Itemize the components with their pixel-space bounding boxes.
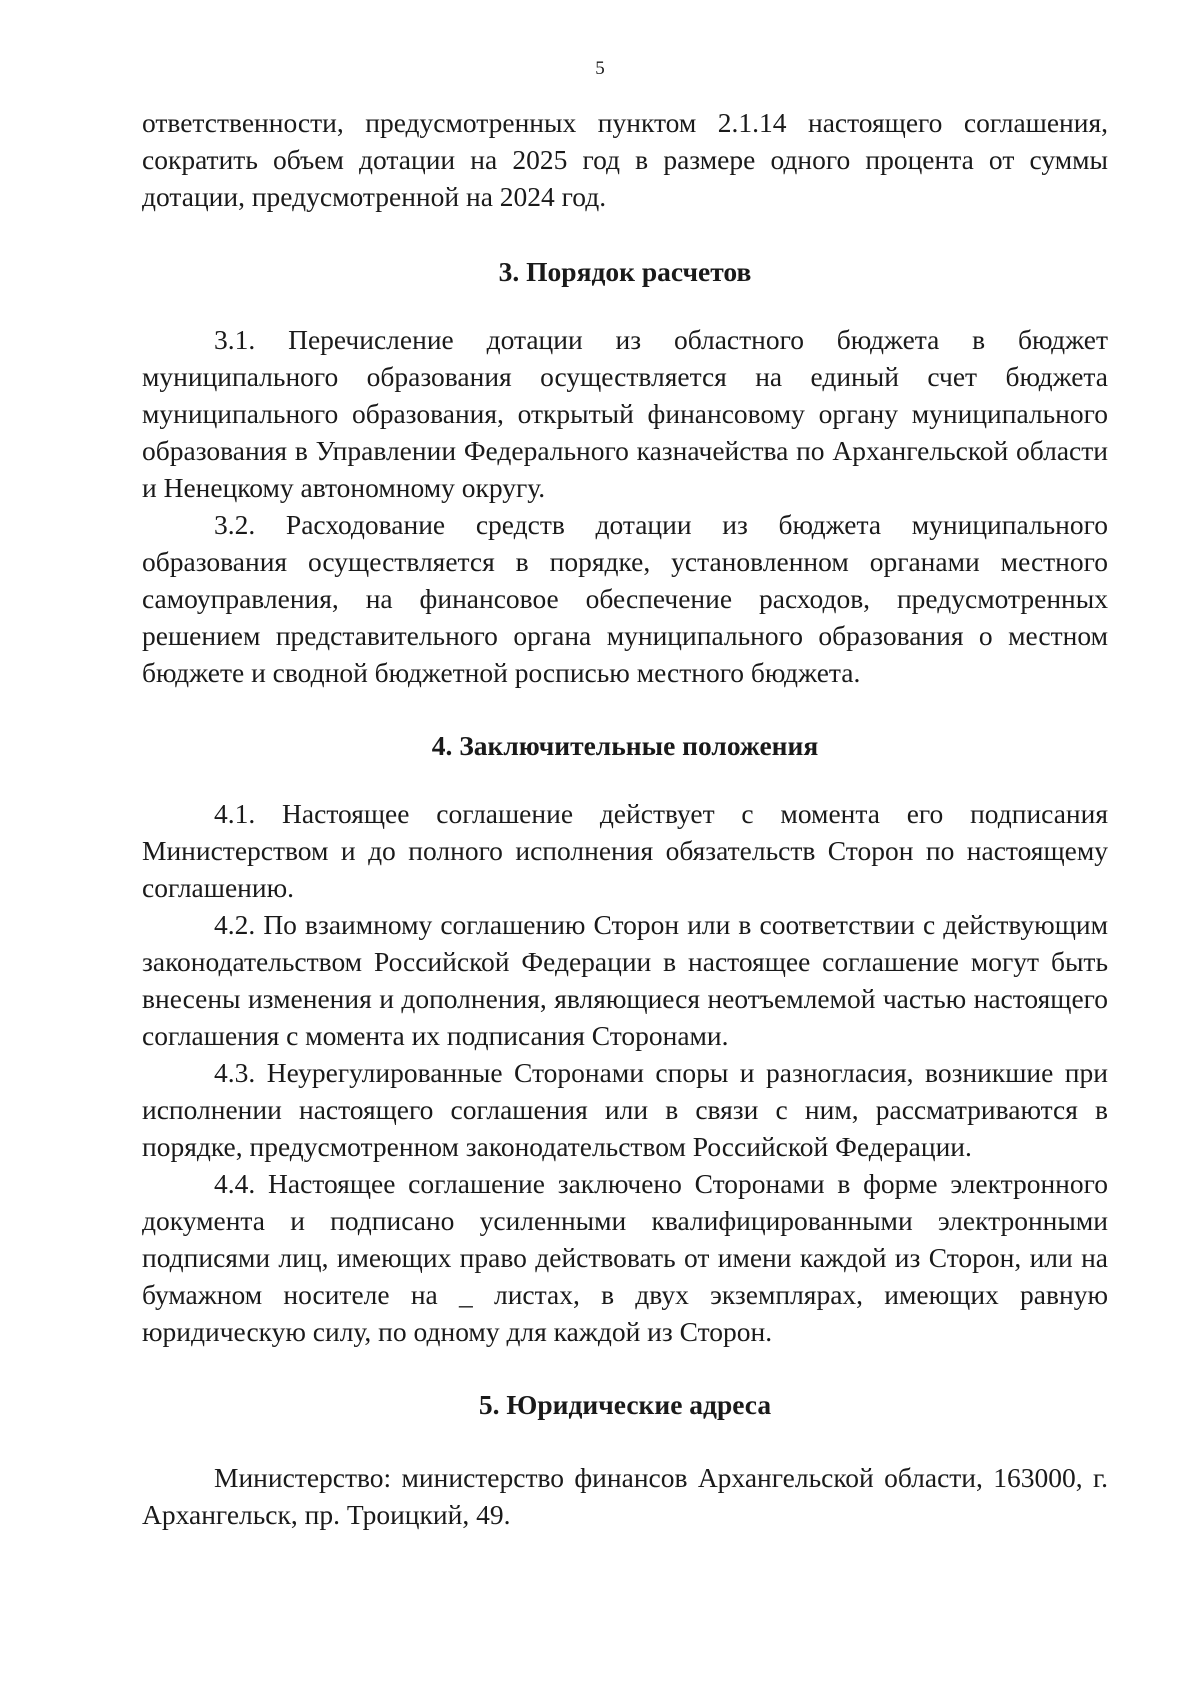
ministry-address: Министерство: министерство финансов Архангельской области, 163000, г. Архангельск, пр. Троицкий, 49. (142, 1462, 1108, 1530)
section-5-title: 5. Юридические адреса (478, 1389, 772, 1420)
clause-3-2: 3.2. Расходование средств дотации из бюджета муниципального образования осуществляется в порядке, установленном органами местного самоуправления, на финансовое обеспечение расходов, предусмотренных решением представительного органа муниципального образования о местном бюджете и сводной бюджетной росписью местного бюджета. (142, 509, 1108, 688)
clause-4-3: 4.3. Неурегулированные Сторонами споры и разногласия, возникшие при исполнении настоящего соглашения или в связи с ним, рассматриваются в порядке, предусмотренном законодательством Российской Федерации. (142, 1057, 1108, 1162)
clause-4-1: 4.1. Настоящее соглашение действует с момента его подписания Министерством и до полного исполнения обязательств Сторон по настоящему соглашению. (142, 798, 1108, 903)
section-4-title: 4. Заключительные положения (431, 730, 819, 761)
document-body (142, 104, 1108, 1533)
clause-4-2: 4.2. По взаимному соглашению Сторон или в соответствии с действующим законодательством Российской Федерации в настоящее соглашение могут быть внесены изменения и дополнения, являющиеся неотъемлемой частью настоящего соглашения с момента их подписания Сторонами. (142, 909, 1108, 1051)
clause-4-4: 4.4. Настоящее соглашение заключено Сторонами в форме электронного документа и подписано усиленными квалифицированными электронными подписями лиц, имеющих право действовать от имени каждой из Сторон, или на бумажном носителе на _ листах, в двух экземплярах, имеющих равную юридическую силу, по одному для каждой из Сторон. (142, 1168, 1108, 1347)
section-3-title: 3. Порядок расчетов (498, 256, 752, 287)
clause-3-1: 3.1. Перечисление дотации из областного бюджета в бюджет муниципального образования осуществляется на единый счет бюджета муниципального образования, открытый финансовому органу муниципального образования в Управлении Федерального казначейства по Архангельской области и Ненецкому автономному округу. (142, 324, 1108, 503)
intro-paragraph: ответственности, предусмотренных пунктом 2.1.14 настоящего соглашения, сократить объем дотации на 2025 год в размере одного процента от суммы дотации, предусмотренной на 2024 год. (142, 107, 1108, 212)
page-number: 5 (595, 58, 605, 79)
